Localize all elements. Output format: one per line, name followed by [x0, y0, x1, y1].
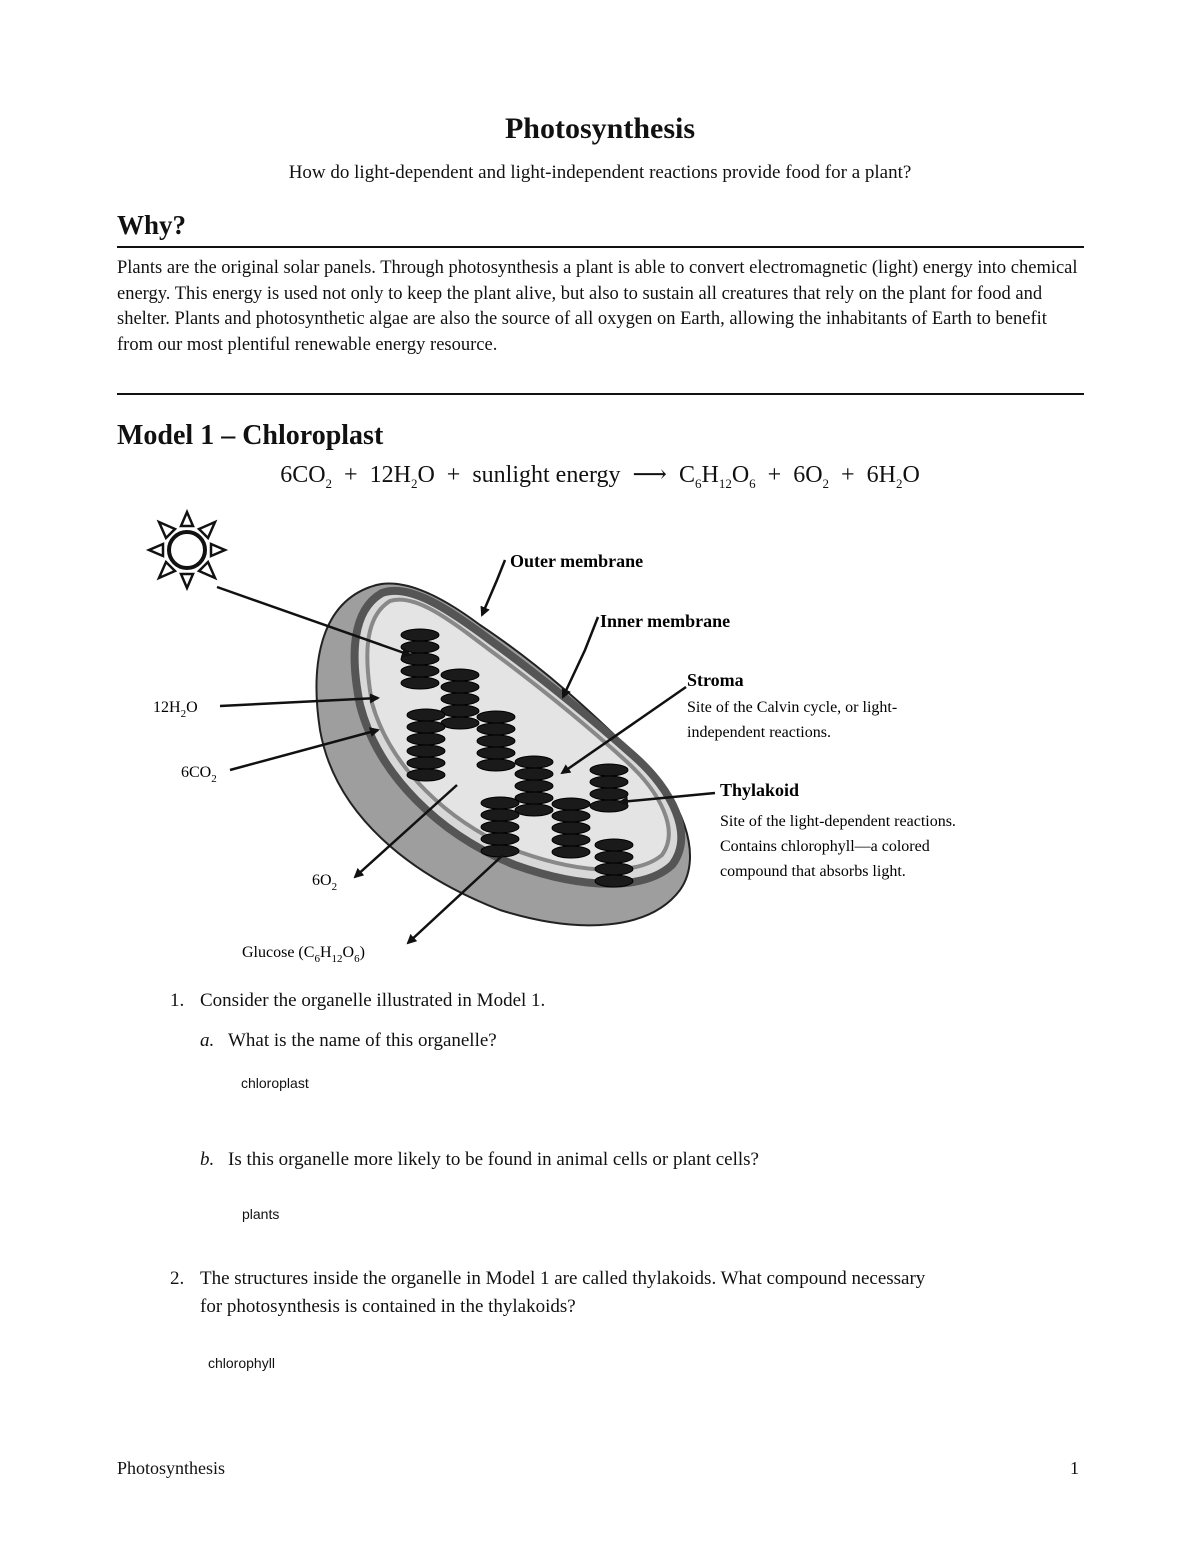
thylakoid-stack	[552, 798, 590, 858]
answer-1b[interactable]: plants	[242, 1206, 280, 1222]
eq-glucose: $C_6H_{12}O_6$	[678, 462, 756, 491]
eq-sunlight: sunlight energy	[472, 462, 621, 488]
question-1b: b. Is this organelle more likely to be found in animal cells or plant cells?	[200, 1149, 759, 1170]
eq-plus: +	[344, 462, 358, 488]
footer-title: Photosynthesis	[117, 1458, 226, 1478]
question-1a: a. What is the name of this organelle?	[200, 1030, 497, 1051]
eq-oxygen: $6O_2$	[793, 462, 830, 491]
sun-icon	[149, 512, 225, 588]
label-thylakoid: Thylakoid	[720, 780, 800, 800]
page-title: Photosynthesis	[504, 112, 696, 145]
answer-2[interactable]: chlorophyll	[208, 1355, 275, 1371]
why-body: Plants are the original solar panels. Through photosynthesis a plant is able to convert electromagnetic (light) energy into chemical energy. This energy is used not only to keep the plant alive, but also to sustain all creatures that rely on the plant for food and shelter. Plants and photosynthetic algae are also the source of all oxygen on Earth, allowing the inhabitants of Earth to benefit from our most plentiful renewable energy resource.	[117, 258, 1078, 355]
footer-page-number: 1	[1070, 1458, 1079, 1478]
inner-membrane-arrow	[563, 617, 598, 697]
question-1: 1. Consider the organelle illustrated in Model 1.	[170, 990, 546, 1011]
label-stroma: Stroma	[687, 670, 744, 690]
label-water: $12H_2O$	[153, 699, 198, 720]
photosynthesis-equation	[0, 460, 1200, 492]
answer-1a[interactable]: chloroplast	[241, 1075, 309, 1091]
label-stroma-desc-1: Site of the Calvin cycle, or light-	[687, 699, 898, 716]
why-top-rule	[117, 246, 1084, 248]
page-subtitle: How do light-dependent and light-independent reactions provide food for a plant?	[288, 162, 912, 183]
label-co2: $6CO_2$	[181, 764, 217, 785]
label-stroma-desc-2: independent reactions.	[687, 724, 831, 741]
question-2: 2. The structures inside the organelle in Model 1 are called thylakoids. What compound necessary for photosynthesis is contained in the thylakoids?	[170, 1268, 926, 1317]
label-thylakoid-desc-3: compound that absorbs light.	[720, 863, 906, 880]
eq-plus: +	[841, 462, 855, 488]
why-heading: Why?	[117, 210, 187, 240]
thylakoid-stack	[401, 629, 439, 689]
label-inner-membrane: Inner membrane	[600, 611, 731, 631]
eq-co2: $6CO_2$	[280, 462, 333, 491]
eq-arrow: ⟶	[632, 462, 667, 488]
thylakoid-stack	[441, 669, 479, 729]
eq-plus: +	[767, 462, 782, 488]
eq-water-product: $6H_2O$	[866, 462, 920, 491]
eq-plus: +	[446, 462, 461, 488]
label-glucose: Glucose $(C_6H_{12}O_6)$	[242, 944, 365, 965]
thylakoid-stack	[477, 711, 515, 771]
label-thylakoid-desc-2: Contains chlorophyll—a colored	[720, 838, 930, 855]
eq-water: $12H_2O$	[369, 462, 435, 491]
model1-heading: Model 1 – Chloroplast	[117, 420, 384, 451]
thylakoid-stack	[481, 797, 519, 857]
outer-membrane-arrow	[482, 560, 505, 615]
label-thylakoid-desc-1: Site of the light-dependent reactions.	[720, 813, 956, 830]
why-bottom-rule	[117, 393, 1084, 395]
label-o2: $6O_2$	[312, 872, 338, 893]
thylakoid-stack	[515, 756, 553, 816]
label-outer-membrane: Outer membrane	[510, 551, 644, 571]
chloroplast-diagram	[120, 505, 1080, 975]
